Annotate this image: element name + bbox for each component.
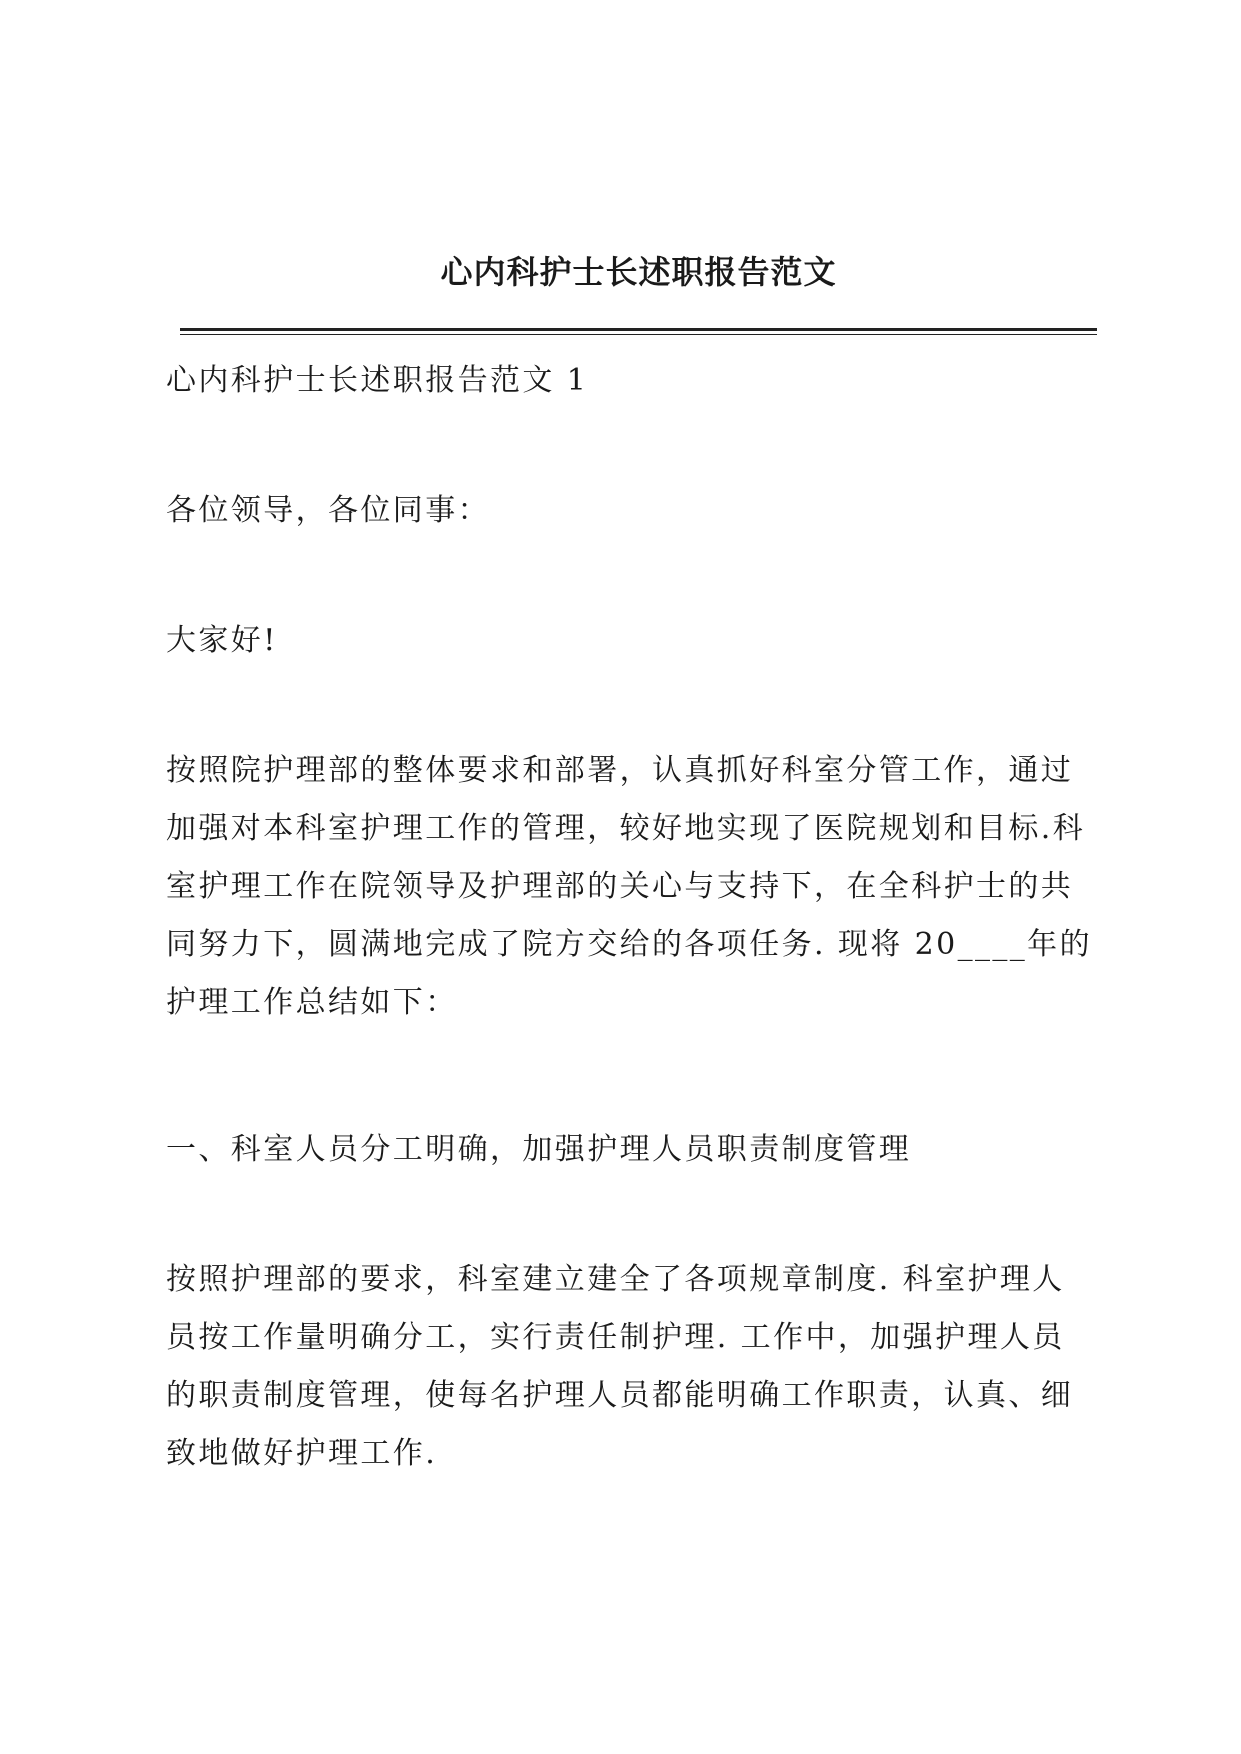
title-divider-thin: [180, 334, 1097, 335]
intro-paragraph: 按照院护理部的整体要求和部署，认真抓好科室分管工作，通过加强对本科室护理工作的管理，较好地实现了医院规划和目标.科室护理工作在院领导及护理部的关心与支持下，在全科护士的共同努力下，圆满地完成了院方交给的各项任务. 现将 20____年的护理工作总结如下：: [166, 753, 1092, 1020]
hello-line: 大家好!: [166, 623, 278, 658]
title-divider-thick: [180, 328, 1097, 331]
greeting-line: 各位领导，各位同事：: [166, 493, 490, 528]
section-heading-1: 一、科室人员分工明确，加强护理人员职责制度管理: [166, 1132, 912, 1167]
section-subtitle: 心内科护士长述职报告范文 1: [166, 363, 589, 398]
document-title: 心内科护士长述职报告范文: [440, 253, 837, 291]
section-1-paragraph: 按照护理部的要求，科室建立建全了各项规章制度. 科室护理人员按工作量明确分工，实行责任制护理. 工作中，加强护理人员的职责制度管理，使每名护理人员都能明确工作职责，认真、细致地做好护理工作.: [166, 1262, 1074, 1471]
